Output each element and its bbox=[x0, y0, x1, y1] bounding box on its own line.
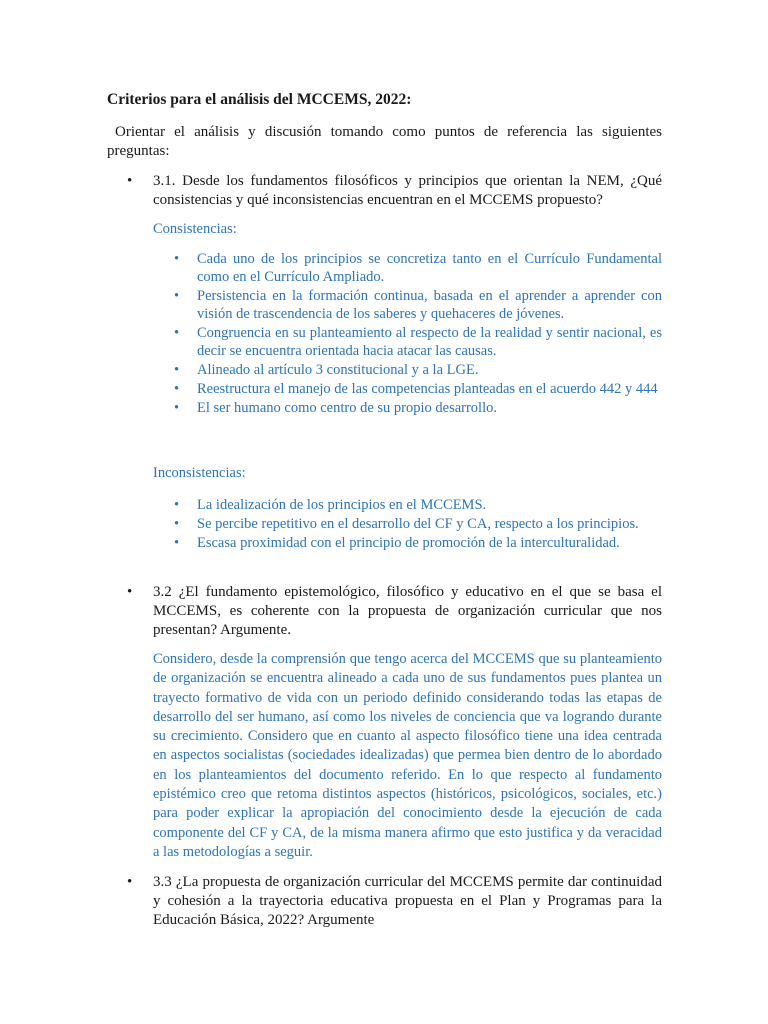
question-bullet: • bbox=[127, 874, 133, 890]
consistencies-list bbox=[153, 250, 662, 418]
inconsistencies-list bbox=[153, 496, 662, 553]
list-item: • El ser humano como centro de su propio desarrollo. bbox=[153, 399, 662, 417]
question-3-1: 3.1. Desde los fundamentos filosóficos y principios que orientan la NEM, ¿Qué consistencias y qué inconsistencias encuentran en el MCCEMS propuesto? bbox=[153, 173, 662, 208]
inconsistencies-label: Inconsistencias: bbox=[153, 465, 246, 481]
list-item: • Escasa proximidad con el principio de promoción de la interculturalidad. bbox=[153, 534, 662, 552]
list-item: • La idealización de los principios en el MCCEMS. bbox=[153, 496, 662, 514]
list-item: • Persistencia en la formación continua, basada en el aprender a aprender con visión de trascendencia de los saberes y quehaceres de jóvenes. bbox=[153, 287, 662, 323]
consistencies-label: Consistencias: bbox=[153, 221, 237, 237]
question-bullet: • bbox=[127, 173, 133, 189]
list-item: • Congruencia en su planteamiento al respecto de la realidad y sentir nacional, es decir se encuentra orientada hacia atacar las causas. bbox=[153, 324, 662, 360]
question-3-2: 3.2 ¿El fundamento epistemológico, filosófico y educativo en el que se basa el MCCEMS, es coherente con la propuesta de organización curricular que nos presentan? Argumente. bbox=[153, 584, 662, 638]
answer-3-2: Considero, desde la comprensión que tengo acerca del MCCEMS que su planteamiento de organización se encuentra alineado a cada uno de sus fundamentos pues plantea un trayecto formativo de vida con un periodo definido considerando todas las etapas de desarrollo del ser humano, así como los niveles de conciencia que va logrando durante su crecimiento. Considero que en cuanto al aspecto filosófico tiene una idea centrada en aspectos socialistas (sociedades idealizadas) que permea bien dentro de lo abordado en los planteamientos del documento referido. En lo que respecto al fundamento epistémico creo que retoma distintos aspectos (históricos, psicológicos, sociales, etc.) para poder explicar la apropiación del conocimiento desde la ejecución de cada componente del CF y CA, de la misma manera afirmo que esto justifica y da veracidad a las metodologías a seguir. bbox=[153, 651, 662, 860]
question-3-3: 3.3 ¿La propuesta de organización curricular del MCCEMS permite dar continuidad y cohesión a la trayectoria educativa propuesta en el Plan y Programas para la Educación Básica, 2022? Argumente bbox=[153, 874, 662, 928]
intro-paragraph: Orientar el análisis y discusión tomando como puntos de referencia las siguientes preguntas: bbox=[107, 124, 662, 159]
question-bullet: • bbox=[127, 584, 133, 600]
list-item: • Reestructura el manejo de las competencias planteadas en el acuerdo 442 y 444 bbox=[153, 380, 662, 398]
document-title: Criterios para el análisis del MCCEMS, 2022: bbox=[107, 91, 412, 108]
list-item: • Cada uno de los principios se concretiza tanto en el Currículo Fundamental como en el Currículo Ampliado. bbox=[153, 250, 662, 286]
list-item: • Alineado al artículo 3 constitucional y a la LGE. bbox=[153, 361, 662, 379]
list-item: • Se percibe repetitivo en el desarrollo del CF y CA, respecto a los principios. bbox=[153, 515, 662, 533]
